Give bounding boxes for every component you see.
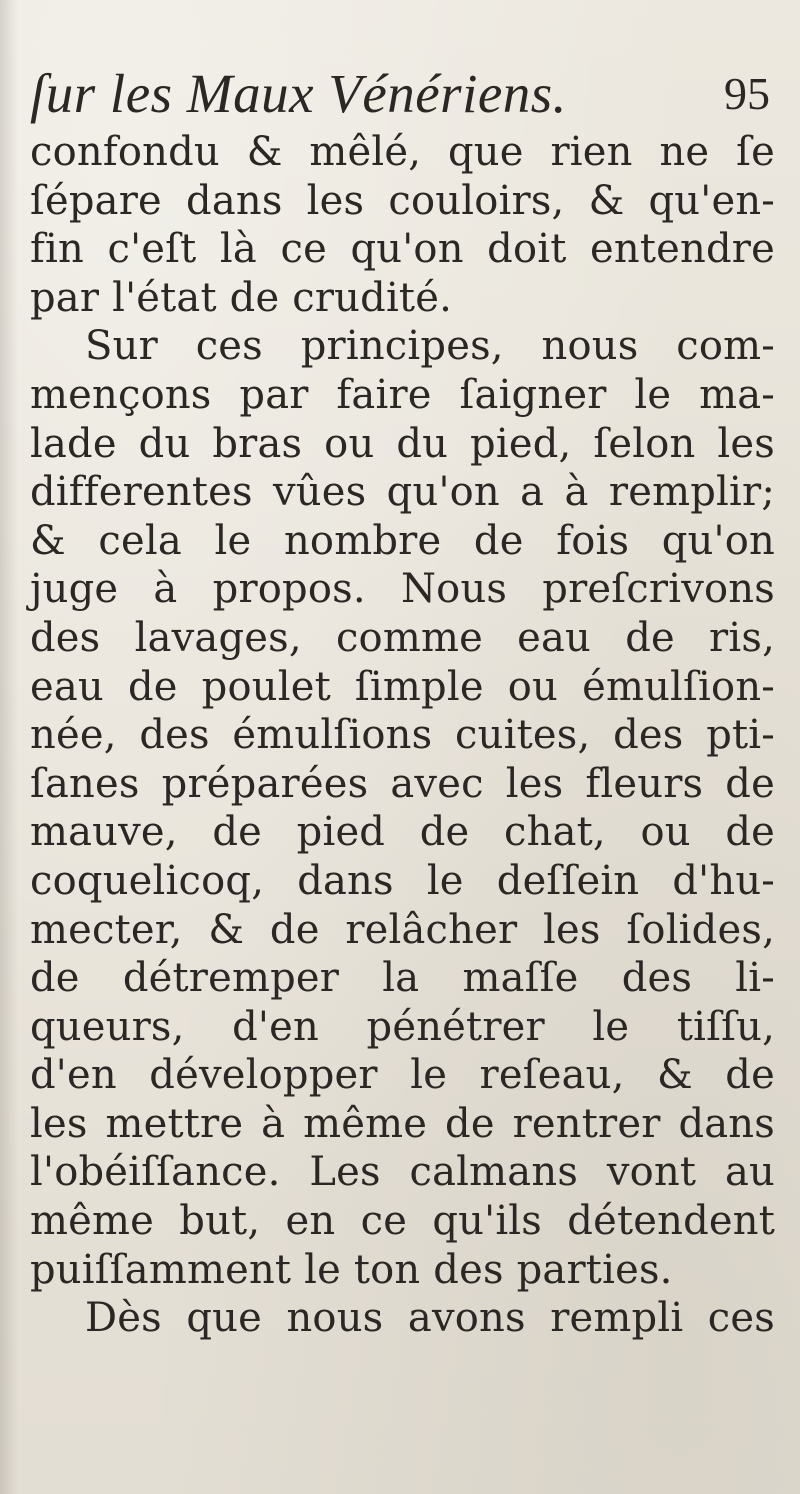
text-line: juge à propos. Nous preſcrivons	[30, 566, 775, 613]
text-line: les mettre à même de rentrer dans	[30, 1100, 775, 1147]
text-line: queurs, d'en pénétrer le tiſſu,	[30, 1003, 775, 1050]
text-line: differentes vûes qu'on a à remplir;	[30, 469, 775, 516]
text-line: ſépare dans les couloirs, & qu'en-	[30, 177, 775, 224]
text-line: confondu & mêlé, que rien ne ſe	[30, 129, 775, 175]
text-line: des lavages, comme eau de ris,	[30, 614, 775, 661]
text-line: l'obéiſſance. Les calmans vont au	[30, 1149, 775, 1196]
paragraph-start-line: Sur ces principes, nous com-	[85, 323, 775, 370]
page-number: 95	[724, 68, 770, 119]
text-line: coquelicoq, dans le deſſein d'hu-	[30, 857, 775, 904]
page-gutter-shadow	[0, 0, 18, 1494]
text-line: mecter, & de relâcher les ſolides,	[30, 906, 775, 953]
text-line: par l'état de crudité.	[30, 274, 452, 321]
text-line: née, des émulſions cuites, des pti-	[30, 712, 775, 759]
text-line: fin c'eſt là ce qu'on doit entendre	[30, 226, 775, 273]
text-line: & cela le nombre de fois qu'on	[30, 517, 775, 564]
text-line: puiſſamment le ton des parties.	[30, 1246, 673, 1293]
text-line: mençons par faire ſaigner le ma-	[30, 371, 775, 418]
paragraph-start-line: Dès que nous avons rempli ces	[85, 1295, 775, 1342]
body-text	[30, 128, 775, 1343]
text-line: d'en développer le reſeau, & de	[30, 1052, 775, 1099]
text-line: même but, en ce qu'ils détendent	[30, 1198, 775, 1245]
page-header	[30, 62, 770, 126]
running-title: ſur les Maux Vénériens.	[30, 63, 567, 124]
text-line: mauve, de pied de chat, ou de	[30, 809, 775, 856]
text-line: eau de poulet ſimple ou émulſion-	[30, 663, 775, 710]
text-line: ſanes préparées avec les fleurs de	[30, 760, 775, 807]
text-line: de détremper la maſſe des li-	[30, 955, 775, 1002]
text-line: lade du bras ou du pied, ſelon les	[30, 420, 775, 467]
